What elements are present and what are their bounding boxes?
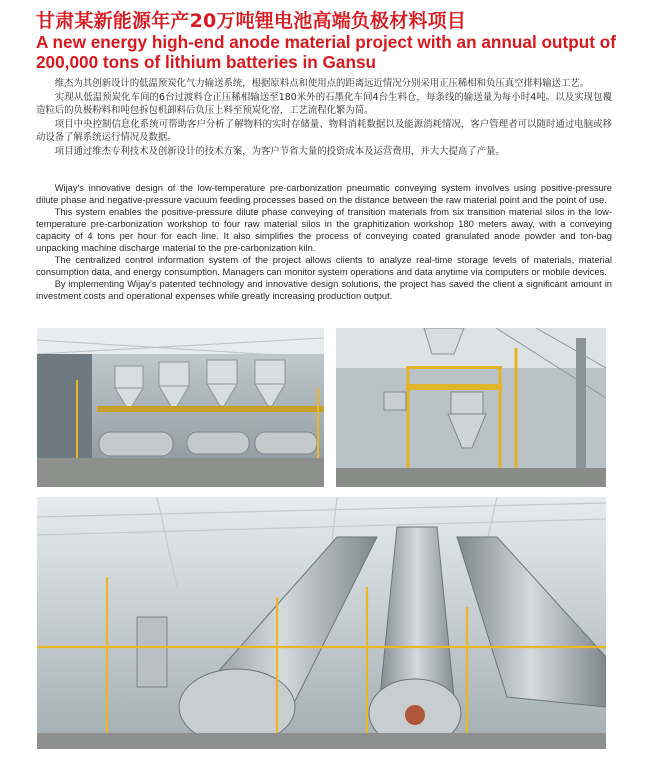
paragraph-cn-1: 维杰为其创新设计的低温预炭化气力输送系统，根据原料点和使用点的距离远近情况分别采用正压稀相和负压真空排料输送工艺。	[54, 78, 590, 89]
rotary-kiln-hall-photo	[37, 497, 606, 749]
paragraph-en-4: By implementing Wijay's patented technology and innovative design solutions, the project has saved the client a significant amount in investment costs and operational expenses while greatly increasing production output.	[36, 279, 612, 301]
factory-silo-hall-photo	[37, 328, 324, 487]
paragraph-cn-2: 实现从低温预炭化车间的6台过渡料仓正压稀相输送至180米外的石墨化车间4台生料仓，每条线的输送量为每小时4吨。以及实现包覆造粒后的负极粉料和吨包拆包机卸料后负压上料至预炭化窑，工艺流程化繁为简。	[36, 91, 612, 117]
paragraph-cn-4: 项目通过维杰专利技术及创新设计的技术方案，为客户节省大量的投资成本及运营费用，并大大提高了产量。	[54, 145, 505, 157]
conveying-equipment-photo	[336, 328, 606, 487]
paragraph-en-1: Wijay's innovative design of the low-temperature pre-carbonization pneumatic conveying system involves using positive-pressure dilute phase and negative-pressure vacuum feeding processes based on the distance between the raw material point and the point of use.	[36, 183, 612, 205]
paragraph-en-2: This system enables the positive-pressure dilute phase conveying of transition materials from six transition material silos in the low-temperature pre-carbonization workshop to four raw material silos in the graphitization workshop 180 meters away, with a conveying capacity of 4 tons per hour for each line. It also simplifies the process of conveying coated granulated anode powder and ton-bag unpacking machine discharge material to the pre-carbonization kiln.	[36, 207, 612, 253]
description-chinese	[36, 77, 612, 159]
paragraph-en-3: The centralized control information system of the project allows clients to analyze real-time storage levels of materials, material consumption data, and energy consumption. Managers can monitor system operations and data anytime via computers or mobile devices.	[36, 255, 612, 277]
description-english	[36, 182, 612, 302]
page-title-chinese: 甘肃某新能源年产20万吨锂电池高端负极材料项目	[36, 10, 467, 32]
paragraph-cn-3: 项目中央控制信息化系统可帮助客户分析了解物料的实时存储量、物料消耗数据以及能源消耗情况，客户管理者可以随时通过电脑或移动设备了解系统运行情况及数据。	[36, 118, 612, 144]
page-title-english: A new energy high-end anode material project with an annual output of 200,000 tons of lithium batteries in Gansu	[36, 32, 616, 72]
